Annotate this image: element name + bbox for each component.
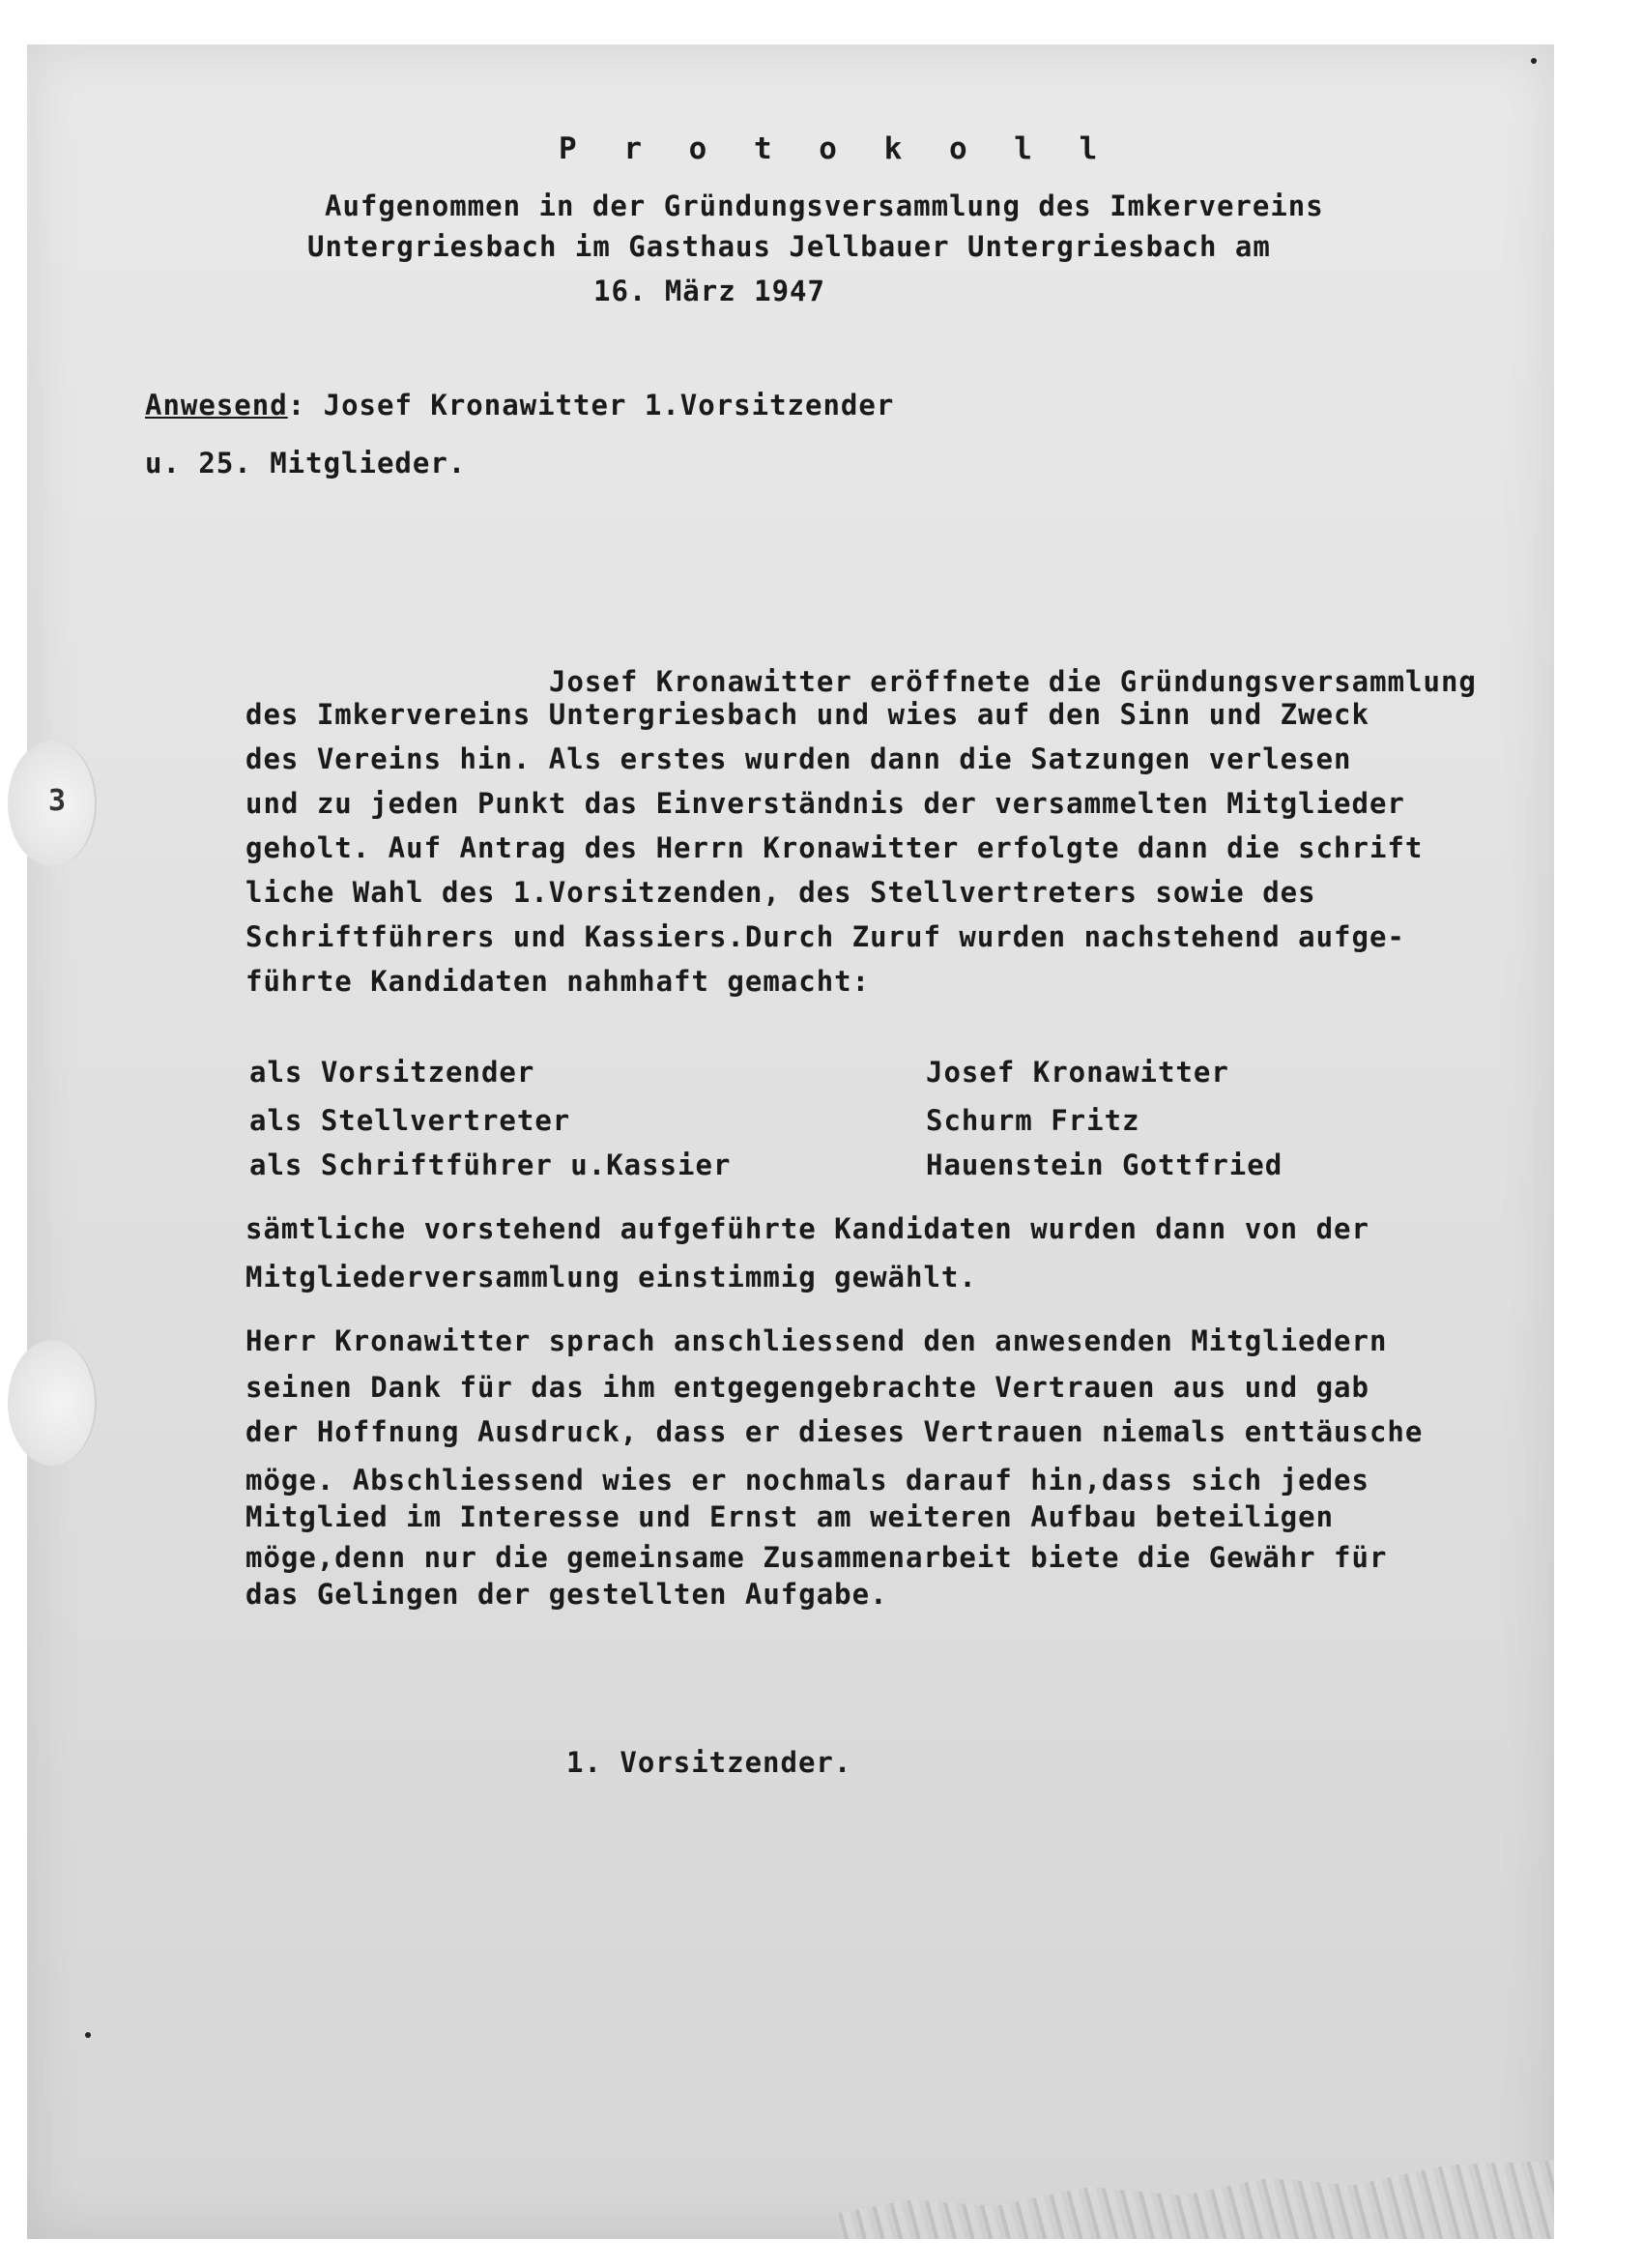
paragraph-line: möge. Abschliessend wies er nochmals darauf hin,dass sich jedes (245, 1464, 1369, 1497)
heading-line: Aufgenommen in der Gründungsversammlung des Imkervereins (325, 189, 1324, 222)
election-name: Hauenstein Gottfried (926, 1149, 1283, 1181)
paragraph-line: seinen Dank für das ihm entgegengebrachte Vertrauen aus und gab (245, 1371, 1369, 1404)
speck (1531, 58, 1537, 64)
paragraph-line: möge,denn nur die gemeinsame Zusammenarbeit biete die Gewähr für (245, 1541, 1388, 1574)
paragraph-line: des Imkervereins Untergriesbach und wies auf den Sinn und Zweck (245, 698, 1369, 731)
document-title: P r o t o k o l l (559, 131, 1112, 166)
paragraph-line: der Hoffnung Ausdruck, dass er dieses Vertrauen niemals enttäusche (245, 1415, 1424, 1448)
paragraph-line: das Gelingen der gestellten Aufgabe. (245, 1578, 888, 1611)
election-name: Schurm Fritz (926, 1104, 1140, 1137)
attendance-chair: : Josef Kronawitter 1.Vorsitzender (287, 389, 895, 422)
paragraph-line: sämtliche vorstehend aufgeführte Kandidaten wurden dann von der (245, 1212, 1369, 1245)
document-page (27, 44, 1554, 2239)
heading-line: Untergriesbach im Gasthaus Jellbauer Untergriesbach am (307, 230, 1271, 263)
paragraph-line: Mitgliederversammlung einstimmig gewählt. (245, 1261, 977, 1294)
attendance-label: Anwesend (145, 389, 288, 422)
punch-hole (8, 1340, 97, 1466)
heading-date: 16. März 1947 (593, 275, 825, 307)
paragraph-line: geholt. Auf Antrag des Herrn Kronawitter erfolgte dann die schrift (245, 831, 1424, 864)
torn-paper-edge (839, 2152, 1554, 2239)
paragraph-line: Josef Kronawitter eröffnete die Gründungsversammlung (549, 665, 1477, 698)
election-position: als Stellvertreter (249, 1104, 571, 1137)
margin-mark: 3 (48, 784, 67, 818)
election-position: als Schriftführer u.Kassier (249, 1149, 732, 1181)
attendance-line (145, 389, 894, 422)
paragraph-line: Herr Kronawitter sprach anschliessend den anwesenden Mitgliedern (245, 1324, 1388, 1357)
paragraph-line: Schriftführers und Kassiers.Durch Zuruf wurden nachstehend aufge- (245, 920, 1405, 953)
election-position: als Vorsitzender (249, 1056, 535, 1089)
election-name: Josef Kronawitter (926, 1056, 1229, 1089)
attendance-members: u. 25. Mitglieder. (145, 447, 467, 480)
paragraph-line: Mitglied im Interesse und Ernst am weiteren Aufbau beteiligen (245, 1500, 1335, 1533)
paragraph-line: des Vereins hin. Als erstes wurden dann die Satzungen verlesen (245, 742, 1352, 775)
speck (85, 2032, 91, 2038)
paragraph-line: liche Wahl des 1.Vorsitzenden, des Stellvertreters sowie des (245, 876, 1316, 909)
paragraph-line: und zu jeden Punkt das Einverständnis der versammelten Mitglieder (245, 787, 1405, 820)
paragraph-line: führte Kandidaten nahmhaft gemacht: (245, 965, 871, 998)
signature-line: 1. Vorsitzender. (566, 1746, 852, 1779)
